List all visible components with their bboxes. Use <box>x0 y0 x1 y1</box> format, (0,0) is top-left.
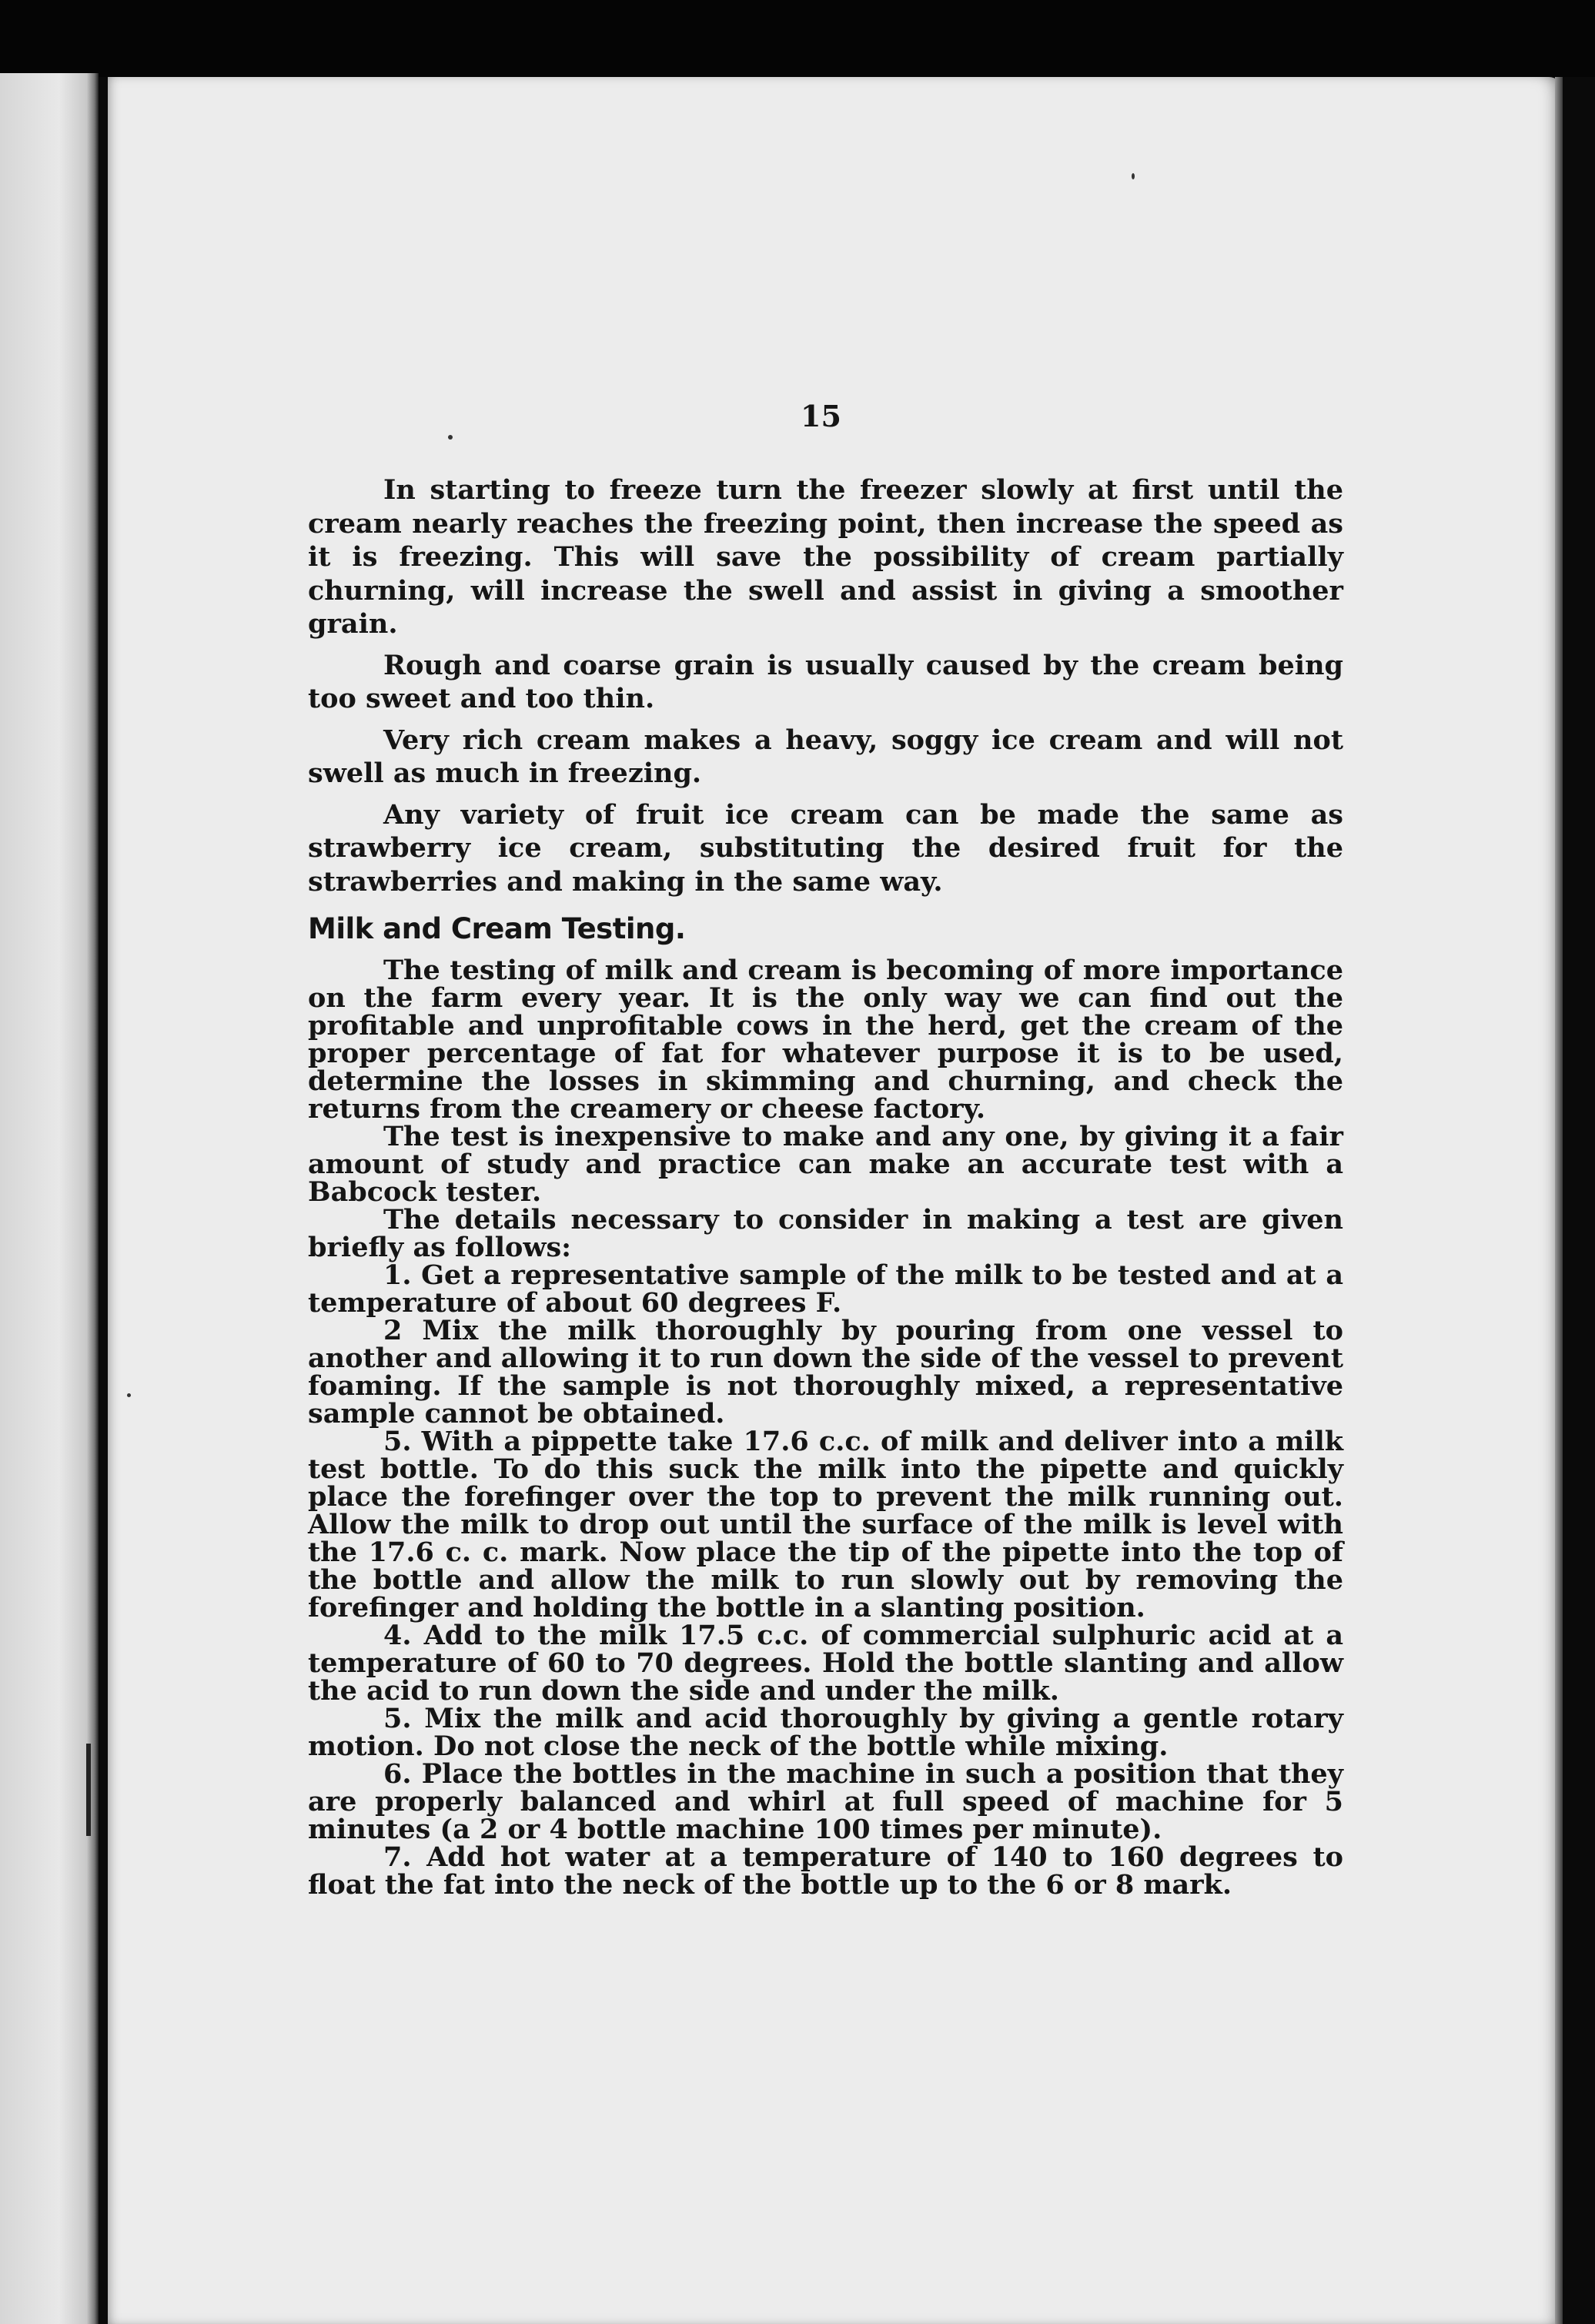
paragraph: The details necessary to consider in making a test are given briefly as follows: <box>308 1203 1343 1263</box>
page-body-text <box>308 466 1343 1899</box>
print-speck <box>127 1393 131 1397</box>
paragraph: In starting to freeze turn the freezer slowly at first until the cream nearly reaches the freezing point, then increase the speed as it is freezing. This will save the possibility of cream partially churning, will increase the swell and assist in giving a smoother grain. <box>308 474 1343 640</box>
numbered-step: 6. Place the bottles in the machine in such a position that they are properly balanced and whirl at full speed of machine for 5 minutes (a 2 or 4 bottle machine 100 times per minute). <box>308 1757 1343 1845</box>
section-heading: Milk and Cream Testing. <box>308 912 686 945</box>
numbered-step: 1. Get a representative sample of the milk to be tested and at a temperature of about 60 degrees F. <box>308 1259 1343 1319</box>
numbered-step: 7. Add hot water at a temperature of 140 to 160 degrees to float the fat into the neck of the bottle up to the 6 or 8 mark. <box>308 1841 1343 1901</box>
adjacent-page-edge <box>0 73 99 2324</box>
paragraph: Rough and coarse grain is usually caused by the cream being too sweet and too thin. <box>308 649 1343 714</box>
binding-mark <box>86 1744 91 1836</box>
page-number: 15 <box>801 399 841 433</box>
numbered-step: 4. Add to the milk 17.5 c.c. of commercial sulphuric acid at a temperature of 60 to 70 degrees. Hold the bottle slanting and allow the acid to run down the side and under the milk. <box>308 1619 1343 1707</box>
paragraph: The test is inexpensive to make and any one, by giving it a fair amount of study and practice can make an accurate test with a Babcock tester. <box>308 1120 1343 1208</box>
print-speck <box>448 435 453 440</box>
numbered-step: 2 Mix the milk thoroughly by pouring from one vessel to another and allowing it to run down the side of the vessel to prevent foaming. If the sample is not thoroughly mixed, a representative sample cannot be obtained. <box>308 1314 1343 1430</box>
film-border-top <box>0 0 1595 77</box>
page-right-edge <box>1555 77 1563 2324</box>
numbered-step: 5. Mix the milk and acid thoroughly by giving a gentle rotary motion. Do not close the neck of the bottle while mixing. <box>308 1702 1343 1762</box>
print-speck <box>1132 173 1135 179</box>
paragraph: Any variety of fruit ice cream can be made the same as strawberry ice cream, substituting the desired fruit for the strawberries and making in the same way. <box>308 798 1343 898</box>
paragraph: The testing of milk and cream is becoming of more importance on the farm every year. It is the only way we can find out the profitable and unprofitable cows in the herd, get the cream of the proper percentage of fat for whatever purpose it is to be used, determine the losses in skimming and churning, and check the returns from the creamery or cheese factory. <box>308 954 1343 1125</box>
paragraph: Very rich cream makes a heavy, soggy ice cream and will not swell as much in freezing. <box>308 724 1343 789</box>
numbered-step: 5. With a pippette take 17.6 c.c. of milk and deliver into a milk test bottle. To do this suck the milk into the pipette and quickly place the forefinger over the top to prevent the milk running out. Allow the milk to drop out until the surface of the milk is level with the 17.6 c. c. mark. Now place the tip of the pipette into the top of the bottle and allow the milk to run slowly out by removing the forefinger and holding the bottle in a slanting position. <box>308 1425 1343 1623</box>
